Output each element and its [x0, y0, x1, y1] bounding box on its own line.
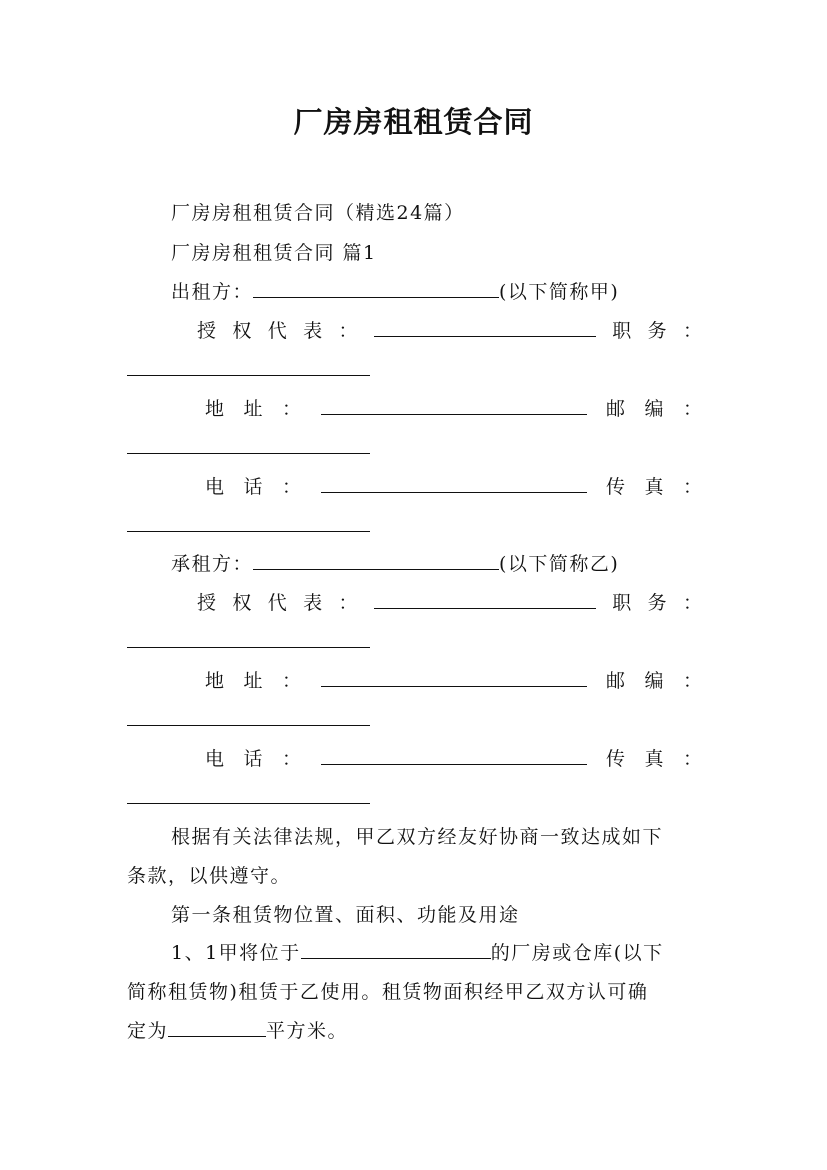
party-a-title-char: 职 [612, 320, 632, 342]
party-a-name-blank[interactable] [253, 279, 499, 298]
party-b-name-blank[interactable] [253, 551, 499, 570]
party-a-rep-char: ： [338, 320, 358, 342]
party-b-fax-char: 真 [644, 748, 664, 770]
party-a-fax-char: 真 [644, 476, 664, 498]
party-b-suffix: (以下简称乙) [499, 553, 620, 575]
party-a-title-char: ： [682, 320, 702, 342]
party-b-phone-char: 电 [205, 748, 225, 770]
party-b-rep-char: 代 [267, 592, 287, 614]
party-a-phone-blank[interactable] [321, 474, 587, 493]
party-a-zip-char: ： [682, 398, 702, 420]
party-a-phone-row [205, 472, 702, 499]
party-a-fax-char: ： [682, 476, 702, 498]
location-blank[interactable] [301, 940, 491, 959]
party-a-title-char: 务 [647, 320, 667, 342]
party-b-title-char: 务 [647, 592, 667, 614]
party-b-addr-blank[interactable] [321, 668, 587, 687]
party-a-phone-char: ： [282, 476, 302, 498]
area-blank[interactable] [168, 1018, 266, 1037]
intro-line-1: 根据有关法律法规，甲乙双方经友好协商一致达成如下 [171, 826, 664, 848]
party-b-phone-char: ： [282, 748, 302, 770]
party-b-fax-char: ： [682, 748, 702, 770]
party-a-phone-char: 电 [205, 476, 225, 498]
party-b-addr-char: 地 [205, 670, 225, 692]
clause-1-1-mid: 的厂房或仓库(以下 [490, 942, 664, 964]
party-b-addr-row [205, 666, 702, 693]
party-b-zip-blank[interactable] [127, 724, 370, 726]
party-a-rep-char: 表 [303, 320, 323, 342]
party-b-zip-char: 编 [644, 670, 664, 692]
party-a-rep-blank[interactable] [374, 318, 596, 337]
party-a-zip-char: 编 [644, 398, 664, 420]
party-b-fax-char: 传 [605, 748, 625, 770]
party-b-line [171, 549, 619, 576]
party-a-title-blank[interactable] [127, 374, 370, 376]
party-b-rep-char: 表 [303, 592, 323, 614]
clause-1-1-line-3 [127, 1016, 348, 1043]
party-b-rep-char: 权 [232, 592, 252, 614]
party-b-rep-row [197, 588, 702, 615]
party-b-title-char: 职 [612, 592, 632, 614]
party-a-addr-char: 地 [205, 398, 225, 420]
intro-line-2: 条款，以供遵守。 [127, 865, 292, 887]
party-a-rep-row [197, 316, 702, 343]
party-a-rep-char: 代 [267, 320, 287, 342]
party-b-rep-blank[interactable] [374, 590, 596, 609]
party-a-rep-char: 授 [197, 320, 217, 342]
party-a-rep-char: 权 [232, 320, 252, 342]
party-b-addr-char: ： [282, 670, 302, 692]
party-b-phone-row [205, 744, 702, 771]
party-b-label: 承租方： [171, 553, 254, 575]
clause-1-1-line-1 [171, 938, 664, 965]
party-a-addr-char: 址 [243, 398, 263, 420]
party-a-label: 出租方： [171, 281, 254, 303]
party-a-addr-blank[interactable] [321, 396, 587, 415]
party-b-rep-char: ： [338, 592, 358, 614]
party-a-line [171, 277, 619, 304]
clause-1-1-line3-prefix: 定为 [127, 1020, 169, 1042]
party-a-addr-row [205, 394, 702, 421]
party-a-zip-char: 邮 [605, 398, 625, 420]
clause-1-1-line-2: 简称租赁物)租赁于乙使用。租赁物面积经甲乙双方认可确 [127, 981, 649, 1003]
clause-1-1-line3-suffix: 平方米。 [266, 1020, 349, 1042]
party-a-fax-blank[interactable] [127, 530, 370, 532]
party-b-addr-char: 址 [243, 670, 263, 692]
subtitle: 厂房房租租赁合同（精选24篇） [171, 202, 465, 224]
document-title: 厂房房租租赁合同 [293, 105, 534, 139]
party-a-zip-blank[interactable] [127, 452, 370, 454]
party-b-title-blank[interactable] [127, 646, 370, 648]
party-b-phone-char: 话 [243, 748, 263, 770]
party-b-zip-char: 邮 [605, 670, 625, 692]
party-b-zip-char: ： [682, 670, 702, 692]
party-a-phone-char: 话 [243, 476, 263, 498]
party-a-fax-char: 传 [605, 476, 625, 498]
section-heading: 厂房房租租赁合同 篇1 [171, 242, 377, 264]
party-b-fax-blank[interactable] [127, 802, 370, 804]
party-a-addr-char: ： [282, 398, 302, 420]
clause-1-1-prefix: 1、1甲将位于 [171, 942, 301, 964]
party-a-suffix: (以下简称甲) [499, 281, 620, 303]
party-b-title-char: ： [682, 592, 702, 614]
party-b-rep-char: 授 [197, 592, 217, 614]
party-b-phone-blank[interactable] [321, 746, 587, 765]
article-1-heading: 第一条租赁物位置、面积、功能及用途 [171, 904, 520, 926]
